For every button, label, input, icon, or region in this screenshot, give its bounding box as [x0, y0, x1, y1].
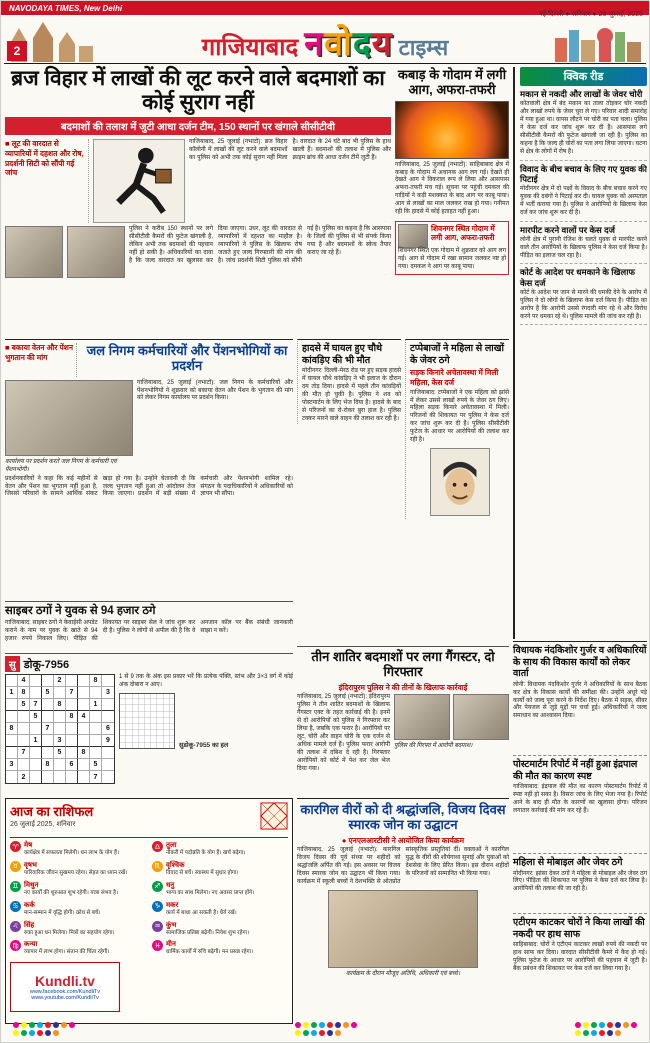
sudoku-cell	[6, 699, 18, 711]
zodiac-entry	[10, 861, 146, 877]
quick-read-column	[513, 67, 647, 639]
sudoku-cell	[18, 711, 30, 723]
registration-dot	[335, 1022, 341, 1028]
sudoku-cell: 4	[78, 711, 90, 723]
sudoku-solution-label: सुडोकू-7955 का हल	[179, 741, 229, 749]
zodiac-name: वृषभ	[24, 861, 37, 869]
masthead	[1, 11, 649, 63]
registration-dot	[575, 1022, 581, 1028]
sudoku-cell: 1	[90, 699, 102, 711]
zodiac-name: मकर	[166, 901, 179, 909]
sudoku-cell: 7	[18, 747, 30, 759]
protest-photo	[5, 380, 133, 456]
registration-dot	[583, 1022, 589, 1028]
sudoku-cell	[42, 711, 54, 723]
sudoku-cell	[6, 735, 18, 747]
fire-headline: कबाड़ के गोदाम में लगी आग, अफरा-तफरी	[397, 67, 507, 98]
zodiac-icon: ♌	[10, 921, 21, 932]
story-kargil	[297, 798, 509, 977]
zodiac-name: कर्क	[24, 901, 35, 909]
horoscope-date: 26 जुलाई 2025, शनिवार	[10, 821, 76, 828]
fire-body: गाजियाबाद, 25 जुलाई (नभाटो): साहिबाबाद क्षेत्र में कबाड़ के गोदाम में अचानक आग लग गई। देखते ही देखते आग ने विकराल रूप ले लिया और आसपास अफरा-तफरी मच गई। सूचना पर पहुंची दमकल की गाड़ियों ने कड़ी मशक्कत के बाद आग पर काबू पाया। आग से लाखों का माल जलकर राख हो गया। गनीमत रही कि हादसे में कोई हताहत नहीं हुआ।	[395, 161, 509, 216]
registration-dot	[53, 1022, 59, 1028]
tappebaaz-body: गाजियाबाद: टप्पेबाजों ने एक महिला को झांसे में लेकर उससे लाखों रुपये के जेवर ठग लिए। महिला सड़क किनारे अचेतावस्था में मिली। परिजनों की शिकायत पर पुलिस ने केस दर्ज कर जांच शुरू कर दी है। पुलिस सीसीटीवी फुटेज के आधार पर आरोपियों की तलाश कर रही है।	[410, 389, 509, 444]
sudoku-cell	[66, 747, 78, 759]
sudoku-cell: 3	[54, 735, 66, 747]
zodiac-text: भाग्य का साथ मिलेगा। नए अवसर प्राप्त होंगे।	[166, 889, 255, 896]
postmortem-headline: पोस्टमार्टम रिपोर्ट में नहीं हुआ इंद्रपाल की मौत का कारण स्पष्ट	[513, 759, 638, 782]
sudoku-hint: 1 से 9 तक के अंक इस प्रकार भरें कि प्रत्येक पंक्ति, स्तंभ और 3×3 वर्ग में कोई अंक दोबारा न आए।	[119, 674, 293, 688]
gangster-photo-2	[453, 694, 509, 740]
mobile-headline: महिला से मोबाइल और जेवर ठगे	[513, 857, 623, 868]
registration-dot	[351, 1022, 357, 1028]
sudoku-cell	[66, 723, 78, 735]
quick-read-headline: मारपीट करने वालों पर केस दर्ज	[520, 224, 615, 235]
kargil-headline: कारगिल वीरों को दी श्रद्धांजलि, विजय दिवस स्मारक जोन का उद्घाटन	[300, 802, 506, 833]
horoscope-title: आज का राशिफल	[10, 804, 94, 819]
sudoku-cell	[78, 699, 90, 711]
story-atm-theft	[513, 913, 647, 974]
registration-dot	[311, 1022, 317, 1028]
gangster-headline: तीन शातिर बदमाशों पर लगा गैंगस्टर, दो गिरफ्तार	[311, 649, 495, 680]
sudoku-cell	[30, 759, 42, 771]
sudoku-cell: 6	[66, 759, 78, 771]
sudoku-cell	[6, 771, 18, 783]
sudoku-cell	[54, 711, 66, 723]
sudoku-cell	[30, 675, 42, 687]
registration-dot	[575, 1030, 581, 1036]
mla-headline: विधायक नंदकिशोर गुर्जर व अधिकारियों के साथ की विकास कार्यों को लेकर वार्ता	[513, 645, 647, 680]
zodiac-entry	[152, 901, 288, 917]
sudoku-cell	[90, 687, 102, 699]
sudoku-cell	[30, 687, 42, 699]
zodiac-icon: ♒	[152, 921, 163, 932]
registration-dot	[615, 1030, 621, 1036]
quick-read-item	[520, 222, 647, 265]
mla-body: लोनी: विधायक नंदकिशोर गुर्जर ने अधिकारियों के साथ बैठक कर क्षेत्र के विकास कार्यों की समीक्षा की। उन्होंने अधूरे पड़े कार्यों को जल्द पूरा करने के निर्देश दिए। बैठक में सड़क, सीवर और पेयजल से जुड़े मुद्दों पर चर्चा हुई। अधिकारियों ने जल्द समाधान का आश्वासन दिया।	[513, 681, 647, 720]
sudoku-cell: 8	[42, 759, 54, 771]
story-mobile-theft	[513, 853, 647, 894]
fire-mini-thumb	[398, 224, 428, 248]
cyber-headline: साइबर ठगों ने युवक से 94 हजार ठगे	[5, 605, 156, 617]
sudoku-cell: 4	[18, 675, 30, 687]
sudoku-cell	[78, 675, 90, 687]
registration-dot	[13, 1022, 19, 1028]
registration-dot	[615, 1022, 621, 1028]
zodiac-entry	[10, 881, 146, 897]
registration-dot	[319, 1022, 325, 1028]
sudoku-side	[119, 674, 293, 784]
registration-dot	[13, 1030, 19, 1036]
sudoku-cell: 9	[102, 735, 114, 747]
sudoku-cell: 8	[78, 747, 90, 759]
zodiac-text: धार्मिक कार्यों में रुचि बढ़ेगी। मन प्रसन्न रहेगा।	[166, 949, 254, 956]
registration-dot	[295, 1022, 301, 1028]
sudoku-title-prefix: सु	[5, 656, 20, 672]
registration-dot	[29, 1030, 35, 1036]
sudoku-cell	[90, 747, 102, 759]
registration-dots-left	[13, 1022, 75, 1036]
sudoku-cell	[102, 711, 114, 723]
fire-mini-headline: शिवनगर स्थित गोदाम में लगी आग, अफरा-तफरी	[431, 224, 495, 242]
lead-photo-1	[5, 226, 63, 278]
sudoku-cell: 3	[102, 687, 114, 699]
registration-dot	[343, 1022, 349, 1028]
zodiac-icon: ♎	[152, 841, 163, 852]
fire-photo	[395, 101, 509, 159]
registration-dot	[61, 1022, 67, 1028]
registration-dots-right	[575, 1022, 637, 1036]
sudoku-cell	[78, 687, 90, 699]
lead-body-1: गाजियाबाद, 25 जुलाई (नभाटो): ब्रज विहार कॉलोनी में लाखों की लूट करने वाले बदमाशों का पुलिस को अभी तक कोई सुराग नहीं मिला है। वारदात के 24 घंटे बाद भी पुलिस के हाथ खाली हैं। बदमाशों की तलाश में पुलिस और क्राइम ब्रांच की आधा दर्जन टीमें जुटी हैं।	[189, 139, 391, 161]
registration-dot	[21, 1030, 27, 1036]
zodiac-entry	[152, 861, 288, 877]
registration-dot	[327, 1022, 333, 1028]
zodiac-icon: ♏	[152, 861, 163, 872]
sudoku-title: डोकू-7956	[23, 658, 70, 671]
kargil-kicker: ● एनएलआरटीसी ने आयोजित किया कार्यक्रम	[341, 835, 465, 845]
horoscope-entries	[10, 841, 288, 960]
zodiac-name: मीन	[166, 941, 176, 949]
sudoku-cell	[30, 771, 42, 783]
zodiac-entry	[10, 921, 146, 937]
zodiac-icon: ♍	[10, 940, 21, 951]
registration-dot	[319, 1030, 325, 1036]
zodiac-icon: ♑	[152, 901, 163, 912]
sudoku-cell: 8	[90, 675, 102, 687]
story-lead	[5, 67, 391, 278]
horoscope-header	[10, 802, 288, 838]
quick-read-items	[520, 86, 647, 325]
sudoku-cell	[18, 723, 30, 735]
protest-headline: जल निगम कर्मचारियों और पेंशनभोगियों का प्रदर्शन	[86, 343, 288, 374]
zodiac-icon: ♋	[10, 901, 21, 912]
fire-mini-story	[395, 221, 509, 275]
story-protest	[5, 339, 293, 499]
zodiac-entry	[152, 841, 288, 857]
quick-read-body: लोनी क्षेत्र में पुरानी रंजिश के चलते युवक से मारपीट करने वाले तीन आरोपियों के खिलाफ पुलिस ने केस दर्ज किया है। पीड़ित का इलाज चल रहा है।	[520, 236, 647, 259]
sudoku-cell	[90, 735, 102, 747]
gangster-body: गाजियाबाद, 25 जुलाई (नभाटो): इंदिरापुरम पुलिस ने तीन शातिर बदमाशों के खिलाफ गैंगस्टर एक्ट के तहत कार्रवाई की है। इनमें से दो आरोपियों को पुलिस ने गिरफ्तार कर लिया है, जबकि एक फरार है। आरोपियों पर लूट, चोरी और वाहन चोरी के एक दर्जन से अधिक मामले दर्ज हैं। पुलिस फरार आरोपी की तलाश में दबिश दे रही है। गिरफ्तार आरोपियों को कोर्ट में पेश कर जेल भेज दिया गया।	[297, 694, 390, 772]
mobile-body: मोदीनगर: झांसा देकर ठगों ने महिला से मोबाइल और जेवर ठग लिए। पीड़िता की शिकायत पर पुलिस ने केस दर्ज कर लिया है। आरोपियों की तलाश की जा रही है।	[513, 870, 647, 893]
sudoku-solution-grid	[119, 693, 175, 749]
lead-body-2: पुलिस ने करीब 150 स्थानों पर लगे सीसीटीवी कैमरों की फुटेज खंगाली है, लेकिन अभी तक बदमाशों की पहचान नहीं हो सकी है। अधिकारियों का दावा है कि जल्द वारदात का खुलासा कर दिया जाएगा। उधर, लूट की वारदात से व्यापारियों में दहशत का माहौल है। व्यापारियों ने पुलिस के खिलाफ रोष जताते हुए जल्द गिरफ्तारी की मांग की है। जांच प्रदर्शनी सिटी पुलिस को सौंपी गई है। पुलिस का कहना है कि आसपास के जिलों की पुलिस से भी संपर्क किया गया है और बदमाशों के स्केच तैयार कराए जा रहे हैं।	[129, 226, 391, 264]
story-gangster	[297, 646, 509, 773]
zodiac-text: सामाजिक प्रतिष्ठा बढ़ेगी। निवेश शुभ रहेगा।	[166, 929, 250, 936]
masthead-suffix: टाइम्स	[398, 35, 449, 60]
zodiac-icon: ♉	[10, 861, 21, 872]
sudoku-cell	[30, 747, 42, 759]
protest-caption: कार्यालय पर प्रदर्शन करते जल निगम के कर्मचारी एवं पेंशनभोगी।	[5, 458, 117, 473]
registration-dot	[53, 1030, 59, 1036]
lead-headline: ब्रज विहार में लाखों की लूट करने वाले बदमाशों का कोई सुराग नहीं	[11, 67, 385, 114]
cyber-body: गाजियाबाद: साइबर ठगों ने केवाईसी अपडेट कराने के नाम पर युवक के खाते से 94 हजार रुपये निकाल लिए। पीड़ित की शिकायत पर साइबर सेल ने जांच शुरू कर दी है। पुलिस ने लोगों से अपील की है कि वे अनजान कॉल पर बैंक संबंधी जानकारी साझा न करें।	[5, 620, 293, 642]
registration-dot	[303, 1030, 309, 1036]
sudoku-cell	[18, 759, 30, 771]
sudoku-cell	[30, 723, 42, 735]
sudoku-cell	[66, 699, 78, 711]
quick-read-title: क्विक रीड	[520, 67, 647, 86]
kargil-caption: कार्यक्रम के दौरान मौजूद अतिथि, अधिकारी एवं बच्चे।	[345, 970, 460, 977]
sudoku-cell	[54, 687, 66, 699]
lead-highlight: ■ लूट की वारदात से व्यापारियों में दहशत और रोष, प्रदर्शनी सिटी को सौंपी गई जांच	[5, 139, 89, 223]
brand-letter: न	[304, 25, 325, 63]
sudoku-cell	[78, 735, 90, 747]
sudoku-puzzle	[5, 653, 293, 784]
postmortem-body: गाजियाबाद: इंद्रपाल की मौत का कारण पोस्टमार्टम रिपोर्ट में स्पष्ट नहीं हो सका है। विसरा जांच के लिए भेजा गया है। रिपोर्ट आने के बाद ही मौत के कारणों का खुलासा होगा। परिजन लगातार कार्रवाई की मांग कर रहे हैं।	[513, 784, 647, 814]
registration-dot	[303, 1022, 309, 1028]
registration-dot	[607, 1030, 613, 1036]
horoscope-panel	[5, 798, 293, 1024]
accident-headline: हादसे में घायल हुए चौथे कांवड़िए की भी मौत	[302, 343, 383, 366]
zodiac-name: तुला	[166, 842, 177, 849]
zodiac-name: वृश्चिक	[166, 861, 185, 869]
sudoku-cell: 5	[54, 747, 66, 759]
sudoku-cell	[78, 771, 90, 783]
sudoku-cell	[18, 735, 30, 747]
sudoku-cell	[66, 675, 78, 687]
quick-read-headline: कोर्ट के आदेश पर धमकाने के खिलाफ केस दर्ज	[520, 267, 635, 288]
zodiac-icon: ♊	[10, 881, 21, 892]
sudoku-cell	[42, 771, 54, 783]
sudoku-cell	[6, 747, 18, 759]
story-tappebaaz	[405, 339, 509, 519]
registration-dot	[29, 1022, 35, 1028]
thief-cartoon	[93, 139, 185, 223]
registration-dot	[311, 1030, 317, 1036]
masthead-rule	[4, 63, 646, 64]
story-fire	[395, 67, 509, 275]
kundli-ad	[10, 962, 120, 1012]
kundli-ad-facebook: www.facebook.com/KundliTv	[29, 989, 101, 996]
registration-dot	[607, 1022, 613, 1028]
protest-kicker: ■ बकाया वेतन और पेंशन भुगतान की मांग	[5, 343, 77, 377]
publication-name: NAVODAYA TIMES, New Delhi	[9, 3, 123, 13]
quick-read-headline: मकान से नकदी और लाखों के जेवर चोरी	[520, 89, 643, 99]
sudoku-cell: 2	[54, 675, 66, 687]
zodiac-name: कन्या	[24, 941, 38, 949]
sudoku-cell: 1	[6, 687, 18, 699]
zodiac-text: विवाद से बचें। स्वास्थ्य में सुधार होगा।	[166, 869, 239, 876]
sudoku-cell	[54, 759, 66, 771]
registration-dot	[69, 1022, 75, 1028]
page-number: 2	[7, 41, 27, 61]
zodiac-entry	[152, 940, 288, 956]
registration-dot	[631, 1022, 637, 1028]
sudoku-cell	[102, 675, 114, 687]
sudoku-cell	[42, 735, 54, 747]
brand-letter: वो	[324, 25, 353, 63]
zodiac-text: रुका हुआ धन मिलेगा। मित्रों का सहयोग रहेगा।	[24, 929, 115, 936]
sudoku-header	[5, 656, 293, 672]
sudoku-cell	[90, 723, 102, 735]
quick-read-body: मोदीनगर क्षेत्र में दो पक्षों के विवाद के बीच बचाव करने गए युवक की दबंगों ने पिटाई कर दी। घायल युवक को अस्पताल में भर्ती कराया गया है। पुलिस ने आरोपियों के खिलाफ केस दर्ज कर जांच शुरू कर दी है।	[520, 185, 647, 216]
suspect-sketch	[430, 448, 490, 516]
zodiac-text: नए कार्यों की शुरुआत शुभ रहेगी। यात्रा संभव है।	[24, 889, 119, 896]
zodiac-entry	[152, 881, 288, 897]
kargil-body: गाजियाबाद, 25 जुलाई (नभाटो): कारगिल विजय दिवस की पूर्व संध्या पर शहीदों को श्रद्धांजलि अर्पित की गई। इस अवसर पर विजय दिवस स्मारक जोन का उद्घाटन भी किया गया। कार्यक्रम में स्कूली बच्चों ने देशभक्ति से ओतप्रोत सांस्कृतिक प्रस्तुतियां दीं। वक्ताओं ने कारगिल युद्ध के वीरों की शौर्यगाथा सुनाई और युवाओं को देशसेवा के लिए प्रेरित किया। इस दौरान शहीदों के परिजनों को सम्मानित भी किया गया।	[297, 847, 509, 886]
sudoku-cell: 5	[30, 711, 42, 723]
quick-read-item	[520, 161, 647, 222]
kargil-photo	[328, 890, 478, 968]
edition-date: नई दिल्ली ● शनिवार ● 26 जुलाई, 2025	[538, 11, 643, 18]
atm-body: साहिबाबाद: चोरों ने एटीएम काटकर लाखों रुपये की नकदी पर हाथ साफ कर दिया। वारदात सीसीटीवी कैमरे में कैद हो गई। पुलिस फुटेज के आधार पर आरोपियों की पहचान में जुटी है। बैंक प्रबंधन की शिकायत पर केस दर्ज कर लिया गया है।	[513, 942, 647, 972]
registration-dot	[623, 1022, 629, 1028]
sudoku-cell: 8	[6, 723, 18, 735]
sudoku-cell	[54, 723, 66, 735]
sudoku-cell: 5	[90, 759, 102, 771]
atm-headline: एटीएम काटकर चोरों ने किया लाखों की नकदी पर हाथ साफ	[513, 917, 645, 940]
protest-body-2: प्रदर्शनकारियों ने कहा कि कई महीनों से वेतन और पेंशन का भुगतान नहीं हुआ है, जिससे परिवारों के सामने आर्थिक संकट खड़ा हो गया है। उन्होंने चेतावनी दी कि जल्द भुगतान नहीं हुआ तो आंदोलन तेज किया जाएगा। प्रदर्शन में बड़ी संख्या में कर्मचारी और पेंशनभोगी शामिल रहे। संगठन के पदाधिकारियों ने अधिकारियों को ज्ञापन भी सौंपा।	[5, 475, 293, 498]
fire-mini-body: शिवनगर स्थित एक गोदाम में शुक्रवार को आग लग गई। आग से गोदाम में रखा सामान जलकर नष्ट हो गया। दमकल ने आग पर काबू पाया।	[398, 248, 506, 270]
brand-letter: द	[352, 25, 372, 63]
zodiac-text: नौकरी में पदोन्नति के योग हैं। खर्च बढ़ेगा।	[166, 850, 246, 856]
sudoku-cell	[42, 747, 54, 759]
masthead-brand	[304, 25, 392, 63]
registration-dot	[21, 1022, 27, 1028]
masthead-title	[1, 11, 649, 65]
registration-dot	[295, 1030, 301, 1036]
sudoku-cell	[102, 747, 114, 759]
sudoku-cell	[6, 711, 18, 723]
sudoku-cell	[42, 675, 54, 687]
lead-photo-2	[67, 226, 125, 278]
story-mla	[513, 641, 647, 721]
protest-photo-block	[5, 380, 133, 473]
registration-dot	[583, 1030, 589, 1036]
story-postmortem	[513, 755, 647, 816]
sudoku-cell: 5	[18, 699, 30, 711]
registration-dot	[335, 1030, 341, 1036]
sudoku-cell	[42, 699, 54, 711]
zodiac-entry	[10, 940, 146, 956]
zodiac-text: मान-सम्मान में वृद्धि होगी। क्रोध से बचें।	[24, 909, 101, 916]
registration-dot	[599, 1030, 605, 1036]
zodiac-name: कुंभ	[166, 921, 177, 929]
kundli-chart-icon	[260, 802, 288, 835]
gangster-subhead: इंदिरापुरम पुलिस ने की तीनों के खिलाफ कार्रवाई	[338, 682, 468, 692]
sudoku-cell: 6	[102, 723, 114, 735]
quick-read-item	[520, 86, 647, 161]
brand-letter: य	[371, 25, 393, 63]
zodiac-text: कार्यक्षेत्र में सफलता मिलेगी। धन लाभ के योग हैं।	[24, 850, 120, 856]
kundli-ad-youtube: www.youtube.com/KundliTv	[31, 995, 99, 1002]
zodiac-name: धनु	[166, 881, 175, 889]
story-accident	[297, 339, 401, 424]
sudoku-cell: 7	[42, 723, 54, 735]
zodiac-entry	[10, 841, 146, 857]
registration-dot	[591, 1030, 597, 1036]
sudoku-grid	[5, 674, 115, 784]
sudoku-cell: 8	[66, 711, 78, 723]
masthead-city: गाजियाबाद	[201, 34, 299, 61]
story-cyber	[5, 601, 293, 644]
sudoku-cell: 7	[66, 687, 78, 699]
quick-read-body: कोर्ट के आदेश पर जान से मारने की धमकी देने के आरोप में पुलिस ने दो लोगों के खिलाफ केस दर्ज किया है। पीड़ित का आरोप है कि आरोपी उससे रंगदारी मांग रहे थे और विरोध करने पर धमका रहे थे। पुलिस मामले की जांच कर रही है।	[520, 289, 647, 320]
gangster-photo-1	[394, 694, 450, 740]
zodiac-name: मेष	[24, 842, 33, 849]
accident-body: मोदीनगर: दिल्ली-मेरठ रोड पर हुए सड़क हादसे में घायल चौथे कांवड़िए ने भी इलाज के दौरान दम तोड़ दिया। हादसे में पहले तीन कांवड़ियों की मौत हो चुकी है। पुलिस ने शव को पोस्टमार्टम के लिए भेज दिया है। हादसे के बाद से परिजनों का रो-रोकर बुरा हाल है। पुलिस टक्कर मारने वाले वाहन की तलाश कर रही है।	[302, 368, 401, 422]
sudoku-cell: 2	[18, 771, 30, 783]
sudoku-cell: 5	[42, 687, 54, 699]
gangster-photo-block	[394, 694, 509, 773]
sudoku-cell: 1	[30, 735, 42, 747]
registration-dots-center	[295, 1022, 357, 1036]
sudoku-cell	[78, 723, 90, 735]
zodiac-icon: ♐	[152, 881, 163, 892]
zodiac-icon: ♓	[152, 940, 163, 951]
sudoku-cell	[66, 771, 78, 783]
zodiac-text: व्यापार में लाभ होगा। संतान की चिंता रहेगी।	[24, 949, 110, 956]
sudoku-cell: 8	[18, 687, 30, 699]
zodiac-entry	[152, 921, 288, 937]
zodiac-icon: ♈	[10, 841, 21, 852]
sudoku-cell	[102, 699, 114, 711]
registration-dot	[591, 1022, 597, 1028]
tappebaaz-subhead: सड़क किनारे अचेतावस्था में मिली महिला, केस दर्ज	[410, 368, 499, 387]
zodiac-name: मिथुन	[24, 881, 39, 889]
registration-dot	[37, 1022, 43, 1028]
gangster-caption: पुलिस की गिरफ्त में आरोपी बदमाश।	[394, 743, 473, 750]
registration-dot	[599, 1022, 605, 1028]
quick-read-headline: विवाद के बीच बचाव के लिए गए युवक की पिटाई	[520, 163, 647, 184]
zodiac-text: पारिवारिक जीवन सुखमय रहेगा। सेहत का ध्यान रखें।	[24, 869, 128, 876]
sudoku-cell	[78, 759, 90, 771]
registration-dot	[37, 1030, 43, 1036]
zodiac-entry	[10, 901, 146, 917]
protest-body-1: गाजियाबाद, 25 जुलाई (नभाटो): जल निगम के कर्मचारियों और पेंशनभोगियों ने शुक्रवार को बकाया वेतन और पेंशन के भुगतान की मांग को लेकर निगम कार्यालय पर प्रदर्शन किया।	[137, 379, 293, 402]
registration-dot	[45, 1022, 51, 1028]
sudoku-cell	[90, 711, 102, 723]
sudoku-cell	[102, 759, 114, 771]
zodiac-name: सिंह	[24, 921, 35, 929]
registration-dot	[327, 1030, 333, 1036]
sudoku-cell	[102, 771, 114, 783]
kundli-ad-brand: Kundli.tv	[35, 973, 95, 990]
quick-read-body: कोतवाली क्षेत्र में बंद मकान का ताला तोड़कर चोर नकदी और लाखों रुपये के जेवर चुरा ले गए। परिवार शादी समारोह में गया हुआ था। वापस लौटने पर चोरी का पता चला। पुलिस ने केस दर्ज कर जांच शुरू कर दी है। आसपास लगे सीसीटीवी कैमरों की फुटेज खंगाली जा रही है। पुलिस का कहना है कि जल्द ही चोरों का पता लगा लिया जाएगा। घटना से क्षेत्र के लोगों में रोष है।	[520, 101, 647, 155]
sudoku-cell: 7	[30, 699, 42, 711]
sudoku-cell	[54, 771, 66, 783]
sudoku-cell: 8	[54, 699, 66, 711]
zodiac-text: कार्य में बाधा आ सकती है। धैर्य रखें।	[166, 909, 237, 916]
registration-dot	[45, 1030, 51, 1036]
sudoku-cell: 7	[90, 771, 102, 783]
lead-subhead: बदमाशों की तलाश में जुटी आधा दर्जन टीम, 150 स्थानों पर खंगाले सीसीटीवी	[5, 117, 391, 135]
tappebaaz-headline: टप्पेबाजों ने महिला से लाखों के जेवर ठगे	[410, 343, 504, 366]
quick-read-item	[520, 264, 647, 325]
sudoku-cell	[66, 735, 78, 747]
sudoku-cell	[6, 675, 18, 687]
sudoku-cell: 3	[6, 759, 18, 771]
